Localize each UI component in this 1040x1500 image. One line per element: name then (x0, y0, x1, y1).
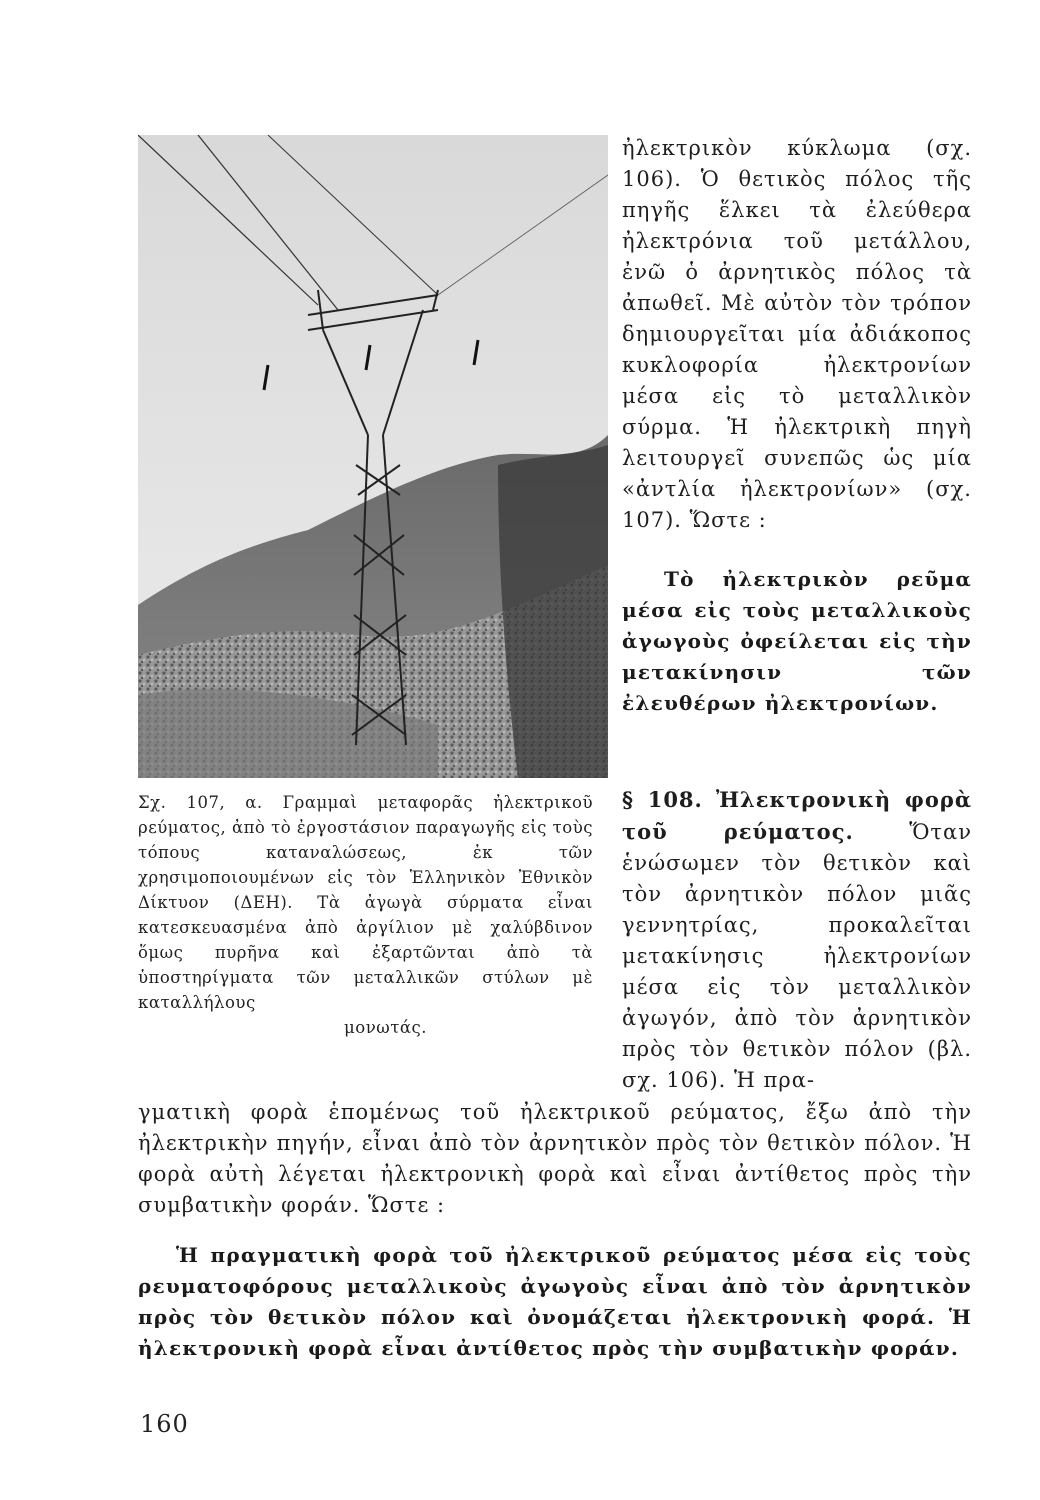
highlighted-rule: Τὸ ἠλεκτρικὸν ρεῦμα μέσα εἰς τοὺς μεταλλικοὺς ἀγωγοὺς ὀφείλεται εἰς τὴν μετακίνησιν τῶν ἐλευθέρων ἠλεκτρονίων. (622, 567, 972, 715)
transmission-tower-photo (138, 135, 608, 778)
final-rule: Ἡ πραγματικὴ φορὰ τοῦ ἠλεκτρικοῦ ρεύματος μέσα εἰς τοὺς ρευματοφόρους μεταλλικοὺς ἀγωγοὺς εἶναι ἀπὸ τὸν ἀρνητικὸν πρὸς τὸν θετικὸν πόλον καὶ ὀνομάζεται ἠλεκτρονικὴ φορά. Ἡ ἠλεκτρονικὴ φορὰ εἶναι ἀντίθετος πρὸς τὴν συμβατικὴν φοράν. (138, 1243, 972, 1360)
page-number: 160 (140, 1410, 189, 1438)
figure-caption (138, 790, 593, 1040)
section-number: § 108. (622, 787, 703, 812)
photo-illustration (138, 135, 608, 778)
section-text: Ὅταν ἑνώσωμεν τὸν θετικὸν καὶ τὸν ἀρνητικὸν πόλον μιᾶς γεννητρίας, προκαλεῖται μετακίνησις ἠλεκτρονίων μέσα εἰς τὸν μεταλλικὸν ἀγωγόν, ἀπὸ τὸν ἀρνητικὸν πρὸς τὸν θετικὸν πόλον (βλ. σχ. 106). Ἡ πρα- (622, 820, 972, 1092)
section-108 (622, 784, 972, 1096)
right-column (622, 133, 972, 719)
continuation-paragraph: γματικὴ φορὰ ἑπομένως τοῦ ἠλεκτρικοῦ ρεύματος, ἔξω ἀπὸ τὴν ἠλεκτρικὴν πηγήν, εἶναι ἀπὸ τὸν ἀρνητικὸν πρὸς τὸν θετικὸν πόλον. Ἡ φορὰ αὐτὴ λέγεται ἠλεκτρονικὴ φορὰ καὶ εἶναι ἀντίθετος πρὸς τὴν συμβατικὴν φοράν. Ὥστε : (138, 1100, 972, 1217)
body-paragraph: ἠλεκτρικὸν κύκλωμα (σχ. 106). Ὁ θετικὸς πόλος τῆς πηγῆς ἕλκει τὰ ἐλεύθερα ἠλεκτρόνια τοῦ μετάλλου, ἐνῶ ὁ ἀρνητικὸς πόλος τὰ ἀπωθεῖ. Μὲ αὐτὸν τὸν τρόπον δημιουργεῖται μία ἀδιάκοπος κυκλοφορία ἠλεκτρονίων μέσα εἰς τὸ μεταλλικὸν σύρμα. Ἡ ἠλεκτρικὴ πηγὴ λειτουργεῖ συνεπῶς ὡς μία «ἀντλία ἠλεκτρονίων» (σχ. 107). Ὥστε : (622, 136, 972, 532)
caption-text: Σχ. 107, α. Γραμμαὶ μεταφορᾶς ἠλεκτρικοῦ ρεύματος, ἀπὸ τὸ ἐργοστάσιον παραγωγῆς εἰς τοὺς τόπους καταναλώσεως, ἐκ τῶν χρησιμοποιουμένων εἰς τὸν Ἑλληνικὸν Ἐθνικὸν Δίκτυον (ΔΕΗ). Τὰ ἀγωγὰ σύρματα εἶναι κατεσκευασμένα ἀπὸ ἀργίλιον μὲ χαλύβδινον ὅμως πυρῆνα καὶ ἐξαρτῶνται ἀπὸ τὰ ὑποστηρίγματα τῶν μεταλλικῶν στύλων μὲ καταλλήλους (138, 793, 593, 1012)
section-title: Ἠλεκτρονικὴ φορὰ τοῦ ρεύματος. (622, 787, 972, 844)
caption-text-end: μονωτάς. (344, 1018, 427, 1037)
